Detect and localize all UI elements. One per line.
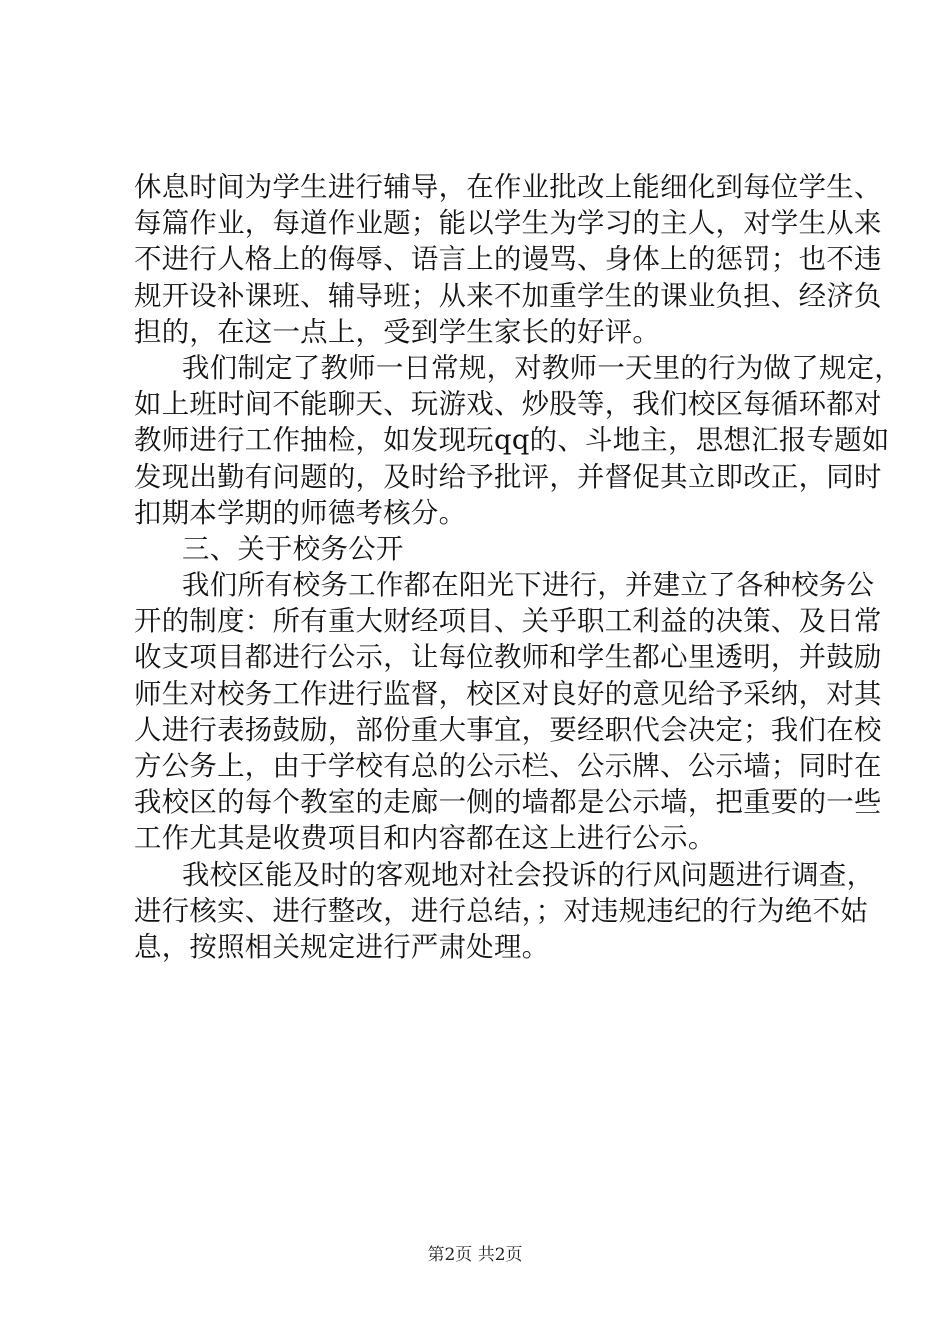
text-line: 我校区的每个教室的走廊一侧的墙都是公示墙，把重要的一些: [134, 787, 882, 819]
text-line: 扣期本学期的师德考核分。: [134, 497, 467, 529]
text-line: 每篇作业，每道作业题；能以学生为学习的主人，对学生从来: [134, 208, 882, 240]
text-line: 开的制度：所有重大财经项目、关乎职工利益的决策、及日常: [134, 606, 882, 638]
page-number-footer: 第2页 共2页: [427, 1245, 523, 1265]
text-line: 如上班时间不能聊天、玩游戏、炒股等，我们校区每循环都对: [134, 389, 882, 421]
text-line: 息，按照相关规定进行严肃处理。: [134, 931, 550, 963]
text-line: 我们制定了教师一日常规，对教师一天里的行为做了规定，: [182, 352, 902, 384]
text-line: 规开设补课班、辅导班；从来不加重学生的课业负担、经济负: [134, 280, 882, 312]
text-line: 进行核实、进行整改，进行总结，；对违规违纪的行为绝不姑: [134, 895, 868, 927]
section-heading: 三、关于校务公开: [182, 533, 404, 565]
text-line: 师生对校务工作进行监督，校区对良好的意见给予采纳，对其: [134, 678, 882, 710]
text-line: 人进行表扬鼓励，部份重大事宜，要经职代会决定；我们在校: [134, 714, 882, 746]
text-line: 担的，在这一点上，受到学生家长的好评。: [134, 316, 661, 348]
document-body: [134, 170, 902, 966]
text-line: 发现出勤有问题的，及时给予批评，并督促其立即改正，同时: [134, 461, 882, 493]
text-line: 收支项目都进行公示，让每位教师和学生都心里透明，并鼓励: [134, 642, 882, 674]
text-line: 我校区能及时的客观地对社会投诉的行风问题进行调查，: [182, 859, 875, 891]
text-line: 休息时间为学生进行辅导，在作业批改上能细化到每位学生、: [134, 172, 882, 203]
text-line: 工作尤其是收费项目和内容都在这上进行公示。: [134, 823, 716, 855]
text-line: 方公务上，由于学校有总的公示栏、公示牌、公示墙；同时在: [134, 751, 882, 782]
text-line: 不进行人格上的侮辱、语言上的谩骂、身体上的惩罚；也不违: [134, 244, 882, 276]
text-line: 我们所有校务工作都在阳光下进行，并建立了各种校务公: [182, 570, 875, 602]
text-line: 教师进行工作抽检，如发现玩qq的、斗地主，思想汇报专题如: [134, 425, 890, 457]
